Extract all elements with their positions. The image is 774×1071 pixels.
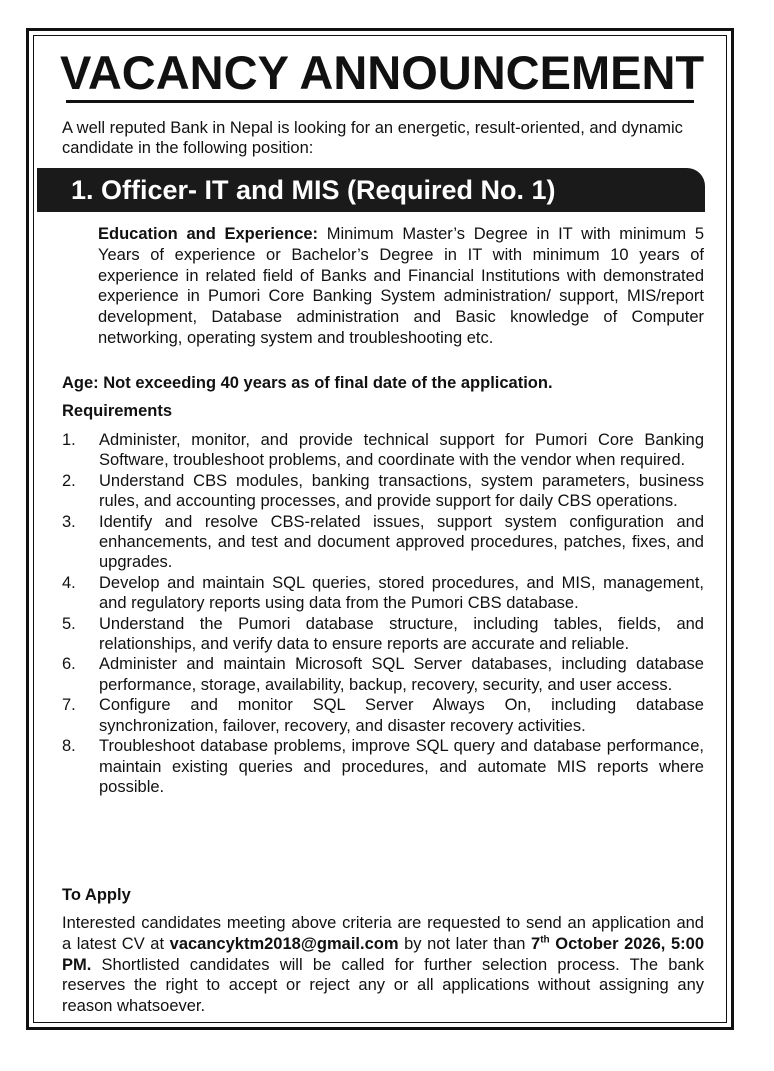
list-item-text: Develop and maintain SQL queries, stored procedures, and MIS, management, and regulatory reports using data from the Pumori CBS database. [99, 573, 704, 613]
list-item [62, 614, 704, 655]
list-item-number: 8. [62, 737, 76, 756]
education-paragraph [98, 224, 704, 349]
deadline-day-suffix: th [540, 934, 550, 946]
list-item [62, 471, 704, 512]
list-item-number: 4. [62, 573, 76, 592]
list-item [62, 430, 704, 471]
requirements-heading: Requirements [62, 402, 173, 420]
list-item-number: 5. [62, 614, 76, 633]
list-item-number: 6. [62, 655, 76, 674]
list-item-number: 3. [62, 512, 76, 531]
list-item [62, 512, 704, 573]
page-title: VACANCY ANNOUNCEMENT [60, 46, 705, 99]
list-item [62, 654, 704, 695]
list-item-text: Administer, monitor, and provide technical support for Pumori Core Banking Software, troubleshoot problems, and coordinate with the vendor when required. [99, 431, 704, 470]
age-requirement: Age: Not exceeding 40 years as of final date of the application. [62, 374, 553, 392]
apply-text-3: Shortlisted candidates will be called for further selection process. The bank reserves the right to accept or reject any or all applications without assigning any reason whatsoever. [62, 955, 704, 1016]
apply-paragraph [62, 913, 704, 1017]
list-item [62, 695, 704, 736]
apply-text-2: by not later than [398, 934, 532, 953]
list-item-text: Understand CBS modules, banking transactions, system parameters, business rules, and accounting processes, and provide support for daily CBS operations. [99, 471, 704, 511]
requirements-list [62, 430, 704, 797]
list-item-number: 2. [62, 471, 76, 490]
list-item-text: Configure and monitor SQL Server Always On, including database synchronization, failover, recovery, and disaster recovery activities. [99, 696, 704, 735]
education-label: Education and Experience: [98, 225, 319, 243]
title-underline [66, 100, 694, 103]
apply-heading: To Apply [62, 886, 131, 904]
list-item-text: Administer and maintain Microsoft SQL Server databases, including database performance, storage, availability, backup, recovery, security, and user access. [99, 655, 704, 694]
list-item-number: 7. [62, 696, 76, 715]
deadline-rest: October 2026, 5:00 PM. [62, 934, 704, 974]
list-item-text: Troubleshoot database problems, improve SQL query and database performance, maintain existing queries and procedures, and automate MIS reports where possible. [99, 737, 704, 796]
list-item-text: Understand the Pumori database structure, including tables, fields, and relationships, and verify data to ensure reports are accurate and reliable. [99, 614, 704, 654]
list-item-number: 1. [62, 431, 76, 449]
apply-text-1: Interested candidates meeting above criteria are requested to send an application and a latest CV at [62, 914, 704, 953]
list-item [62, 736, 704, 797]
contact-email: vacancyktm2018@gmail.com [169, 934, 399, 953]
intro-paragraph: A well reputed Bank in Nepal is looking for an energetic, result-oriented, and dynamic candidate in the following position: [62, 119, 683, 157]
list-item [62, 573, 704, 614]
list-item-text: Identify and resolve CBS-related issues, support system configuration and enhancements, and test and document approved procedures, patches, fixes, and upgrades. [99, 512, 704, 572]
deadline-day: 7 [531, 934, 541, 953]
position-heading: 1. Officer- IT and MIS (Required No. 1) [37, 168, 705, 212]
education-text: Minimum Master’s Degree in IT with minimum 5 Years of experience or Bachelor’s Degree in IT with minimum 10 years of experience in related field of Banks and Financial Institutions with demonstrated experience in Pumori Core Banking System administration/ support, MIS/report development, Database administration and Basic knowledge of Computer networking, operating system and troubleshooting etc. [98, 225, 704, 347]
